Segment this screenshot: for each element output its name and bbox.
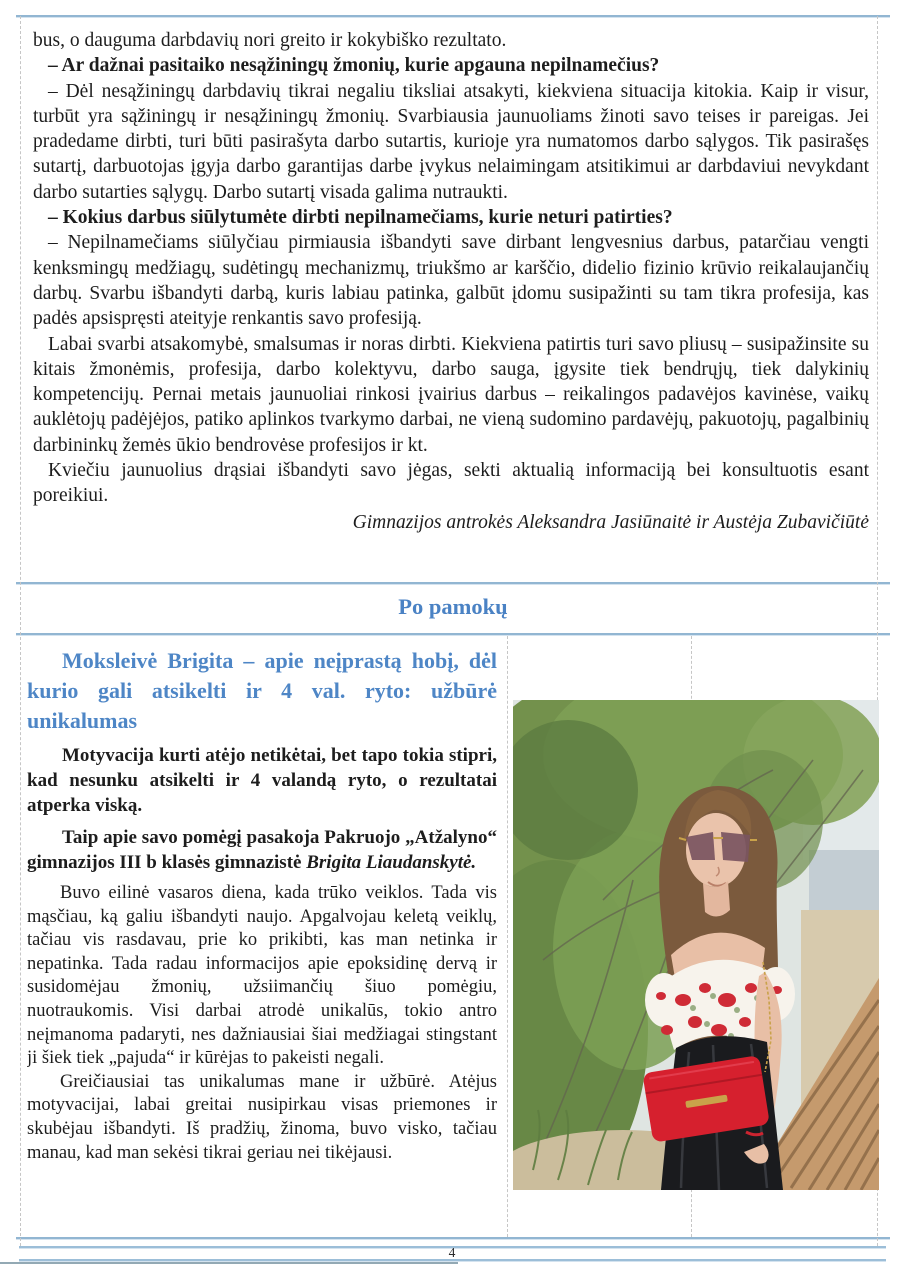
section-box-bottom-border bbox=[16, 633, 890, 635]
interview-section bbox=[33, 28, 869, 584]
student-name: Brigita Liaudanskytė. bbox=[306, 852, 477, 873]
interview-question: – Ar dažnai pasitaiko nesąžiningų žmonių, kurie apgauna nepilnamečius? bbox=[48, 55, 660, 77]
interview-question: – Kokius darbus siūlytumėte dirbti nepilnamečiams, kurie neturi patirties? bbox=[48, 207, 673, 229]
interview-answer: – Dėl nesąžiningų darbdavių tikrai negaliu tiksliai atsakyti, kiekviena situacija kitokia. Kaip ir visur, turbūt yra sąžiningų ir nesąžiningų žmonių. Svarbiausia jaunuoliams žinoti savo teises ir pareigas. Jei pradedame dirbti, turi būti pasirašyta darbo sutartis, kurioje yra numatomos darbo sąlygos. Tik pasirašęs sutartį, darbuotojas įgyja darbo garantijas darbe įvykus nelaimingam atsitikimui ar darbdaviui nevykdant darbo sutarties sąlygų. Darbo sutartį visada galima nutraukti. bbox=[33, 80, 869, 203]
section-title: Po pamokų bbox=[398, 594, 508, 619]
byline: Gimnazijos antrokės Aleksandra Jasiūnaitė ir Austėja Zubavičiūtė bbox=[352, 511, 869, 533]
interview-box-top-border bbox=[16, 15, 890, 17]
interview-paragraph: Kviečiu jaunuolius drąsiai išbandyti savo jėgas, sekti aktualią informaciją bei konsultuotis esant poreikiui. bbox=[33, 460, 869, 507]
article-lead: Motyvacija kurti atėjo netikėtai, bet tapo tokia stipri, kad nesunku atsikelti ir 4 valandą ryto, o rezultatai atperka viską. bbox=[27, 745, 497, 816]
article-lead bbox=[27, 825, 497, 875]
photo-illustration bbox=[513, 700, 879, 1190]
frame-guide-left bbox=[20, 16, 21, 1246]
frame-guide-column-left bbox=[507, 636, 508, 1237]
interview-paragraph: bus, o dauguma darbdavių nori greito ir kokybiško rezultato. bbox=[33, 30, 507, 51]
article-paragraph: Buvo eilinė vasaros diena, kada trūko veiklos. Tada vis mąsčiau, ką galiu išbandyti naujo. Apgalvojau keletą veiklų, tačiau vis rasdavau, prie ko prikibti, kas man netinka ir nepatinka. Tada radau informacijos apie epoksidinę dervą ir susidomėjau žmonių, užsiimančių šiuo pomėgiu, nuotraukomis. Visi darbai atrodė unikalūs, tokio antro neįmanoma padaryti, nes dažniausiai šiai medžiagai stingstant ji šiek tiek „pajuda“ ir kūrėjas to pakeisti negali. bbox=[27, 883, 497, 1069]
article-photo bbox=[513, 700, 879, 1190]
article-title: Moksleivė Brigita – apie neįprastą hobį, dėl kurio gali atsikelti ir 4 val. ryto: užbūrė unikalumas bbox=[27, 648, 497, 733]
interview-paragraph: Labai svarbi atsakomybė, smalsumas ir noras dirbti. Kiekviena patirtis turi savo pliusų – susipažinsite su kitais žmonėmis, profesija, darbo kolektyvu, darbo sauga, įgysite tiek bendrųjų, tiek dalykinių kompetencijų. Pernai metais jaunuoliai rinkosi įvairius darbus – reikalingos padavėjos kavinėse, vaikų auklėtojų padėjėjos, patiko aplinkos tvarkymo darbai, ne vieną sudomino pardavėjų, pakuotojų, pagalbinių darbininkų žemės ūkio bendrovėse profesijos ir kt. bbox=[33, 333, 869, 456]
lead-text: Taip apie savo pomėgį pasakoja Pakruojo „Atžalyno“ gimnazijos III b klasės gimnazistė bbox=[27, 827, 497, 873]
article-left-column bbox=[27, 646, 497, 1238]
article-paragraph: Greičiausiai tas unikalumas mane ir užbūrė. Atėjus motyvacijai, labai greitai nusipirkau visas priemones ir skubėjau išbandyti. Iš pradžių, žinoma, buvo visko, tačiau manau, kad man sekėsi tikrai geriau nei tikėjausi. bbox=[27, 1071, 497, 1163]
page-number: 4 bbox=[448, 1244, 456, 1260]
interview-answer: – Nepilnamečiams siūlyčiau pirmiausia išbandyti save dirbant lengvesnius darbus, patarčiau vengti kenksmingų medžiagų, sudėtingų mechanizmų, triukšmo ar karščio, didelio fizinio krūvio reikalaujančių darbų. Svarbu išbandyti darbą, kuris labiau patinka, galbūt įdomu susipažinti su tam tikra profesija, kas padės apsispręsti ateityje renkantis savo profesiją. bbox=[33, 232, 869, 330]
page-edge-line bbox=[0, 1262, 458, 1264]
